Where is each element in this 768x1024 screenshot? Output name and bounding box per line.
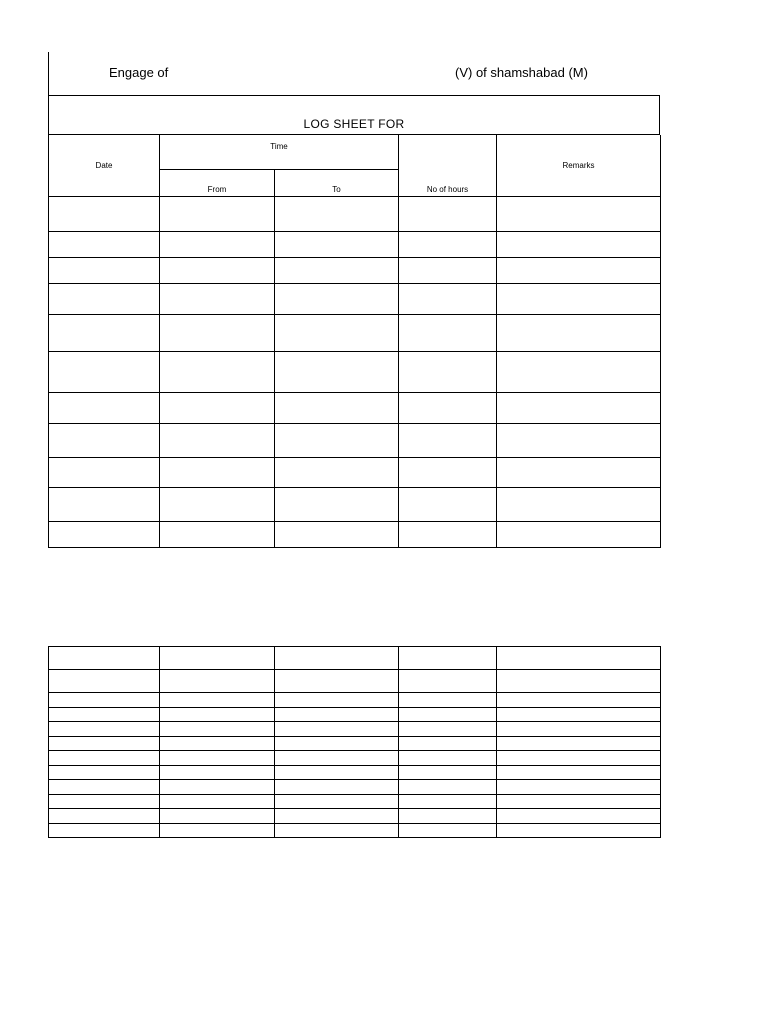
hours-cell (399, 647, 497, 670)
to-cell (275, 351, 399, 392)
hours-cell (399, 423, 497, 457)
table-row (49, 722, 661, 737)
table-row (49, 708, 661, 722)
remarks-cell (497, 737, 661, 751)
hours-cell (399, 766, 497, 780)
table-row (49, 197, 661, 231)
remarks-cell (497, 392, 661, 423)
from-cell (160, 780, 275, 795)
date-cell (49, 737, 160, 751)
table-row (49, 693, 661, 708)
sheet-header (48, 52, 660, 96)
table-row (49, 257, 661, 283)
table-row (49, 231, 661, 257)
to-cell (275, 423, 399, 457)
to-cell (275, 809, 399, 824)
hours-cell (399, 197, 497, 231)
to-cell (275, 824, 399, 838)
from-cell (160, 795, 275, 809)
date-cell (49, 693, 160, 708)
to-cell (275, 283, 399, 314)
to-cell (275, 521, 399, 547)
date-cell (49, 809, 160, 824)
from-cell (160, 314, 275, 351)
date-cell (49, 708, 160, 722)
date-cell (49, 766, 160, 780)
remarks-cell (497, 521, 661, 547)
second-log-table (48, 646, 661, 838)
hours-cell (399, 392, 497, 423)
hours-cell (399, 283, 497, 314)
hours-cell (399, 351, 497, 392)
remarks-cell (497, 809, 661, 824)
to-cell (275, 722, 399, 737)
remarks-cell (497, 231, 661, 257)
date-cell (49, 351, 160, 392)
col-header-date: Date (49, 135, 160, 197)
date-cell (49, 314, 160, 351)
date-cell (49, 521, 160, 547)
date-cell (49, 457, 160, 487)
main-log-table (48, 197, 661, 548)
to-cell (275, 670, 399, 693)
table-row (49, 351, 661, 392)
from-cell (160, 751, 275, 766)
hours-cell (399, 824, 497, 838)
remarks-cell (497, 314, 661, 351)
date-cell (49, 197, 160, 231)
from-cell (160, 693, 275, 708)
from-cell (160, 766, 275, 780)
to-cell (275, 780, 399, 795)
log-sheet-title: LOG SHEET FOR (303, 117, 405, 131)
date-cell (49, 283, 160, 314)
date-cell (49, 751, 160, 766)
from-cell (160, 722, 275, 737)
title-band (48, 96, 660, 135)
from-cell (160, 708, 275, 722)
date-cell (49, 231, 160, 257)
date-cell (49, 722, 160, 737)
hours-cell (399, 670, 497, 693)
to-cell (275, 751, 399, 766)
to-cell (275, 647, 399, 670)
to-cell (275, 708, 399, 722)
remarks-cell (497, 423, 661, 457)
table-row (49, 809, 661, 824)
to-cell (275, 457, 399, 487)
to-cell (275, 795, 399, 809)
col-header-remarks: Remarks (497, 135, 661, 197)
village-label: (V) of shamshabad (M) (455, 65, 588, 80)
table-row (49, 314, 661, 351)
table-row (49, 647, 661, 670)
col-header-from: From (160, 170, 275, 197)
from-cell (160, 647, 275, 670)
from-cell (160, 257, 275, 283)
date-cell (49, 795, 160, 809)
table-row (49, 392, 661, 423)
remarks-cell (497, 670, 661, 693)
hours-cell (399, 231, 497, 257)
from-cell (160, 457, 275, 487)
hours-cell (399, 795, 497, 809)
hours-cell (399, 487, 497, 521)
date-cell (49, 487, 160, 521)
hours-cell (399, 457, 497, 487)
col-header-hours: No of hours (399, 135, 497, 197)
remarks-cell (497, 751, 661, 766)
to-cell (275, 693, 399, 708)
from-cell (160, 197, 275, 231)
hours-cell (399, 722, 497, 737)
remarks-cell (497, 766, 661, 780)
from-cell (160, 809, 275, 824)
from-cell (160, 670, 275, 693)
date-cell (49, 824, 160, 838)
log-sheet (48, 52, 660, 548)
hours-cell (399, 751, 497, 766)
remarks-cell (497, 647, 661, 670)
from-cell (160, 423, 275, 457)
table-row (49, 423, 661, 457)
to-cell (275, 737, 399, 751)
date-cell (49, 647, 160, 670)
col-header-to: To (275, 170, 399, 197)
to-cell (275, 257, 399, 283)
from-cell (160, 351, 275, 392)
table-row (49, 670, 661, 693)
from-cell (160, 231, 275, 257)
to-cell (275, 392, 399, 423)
date-cell (49, 780, 160, 795)
date-cell (49, 392, 160, 423)
from-cell (160, 392, 275, 423)
table-row (49, 737, 661, 751)
remarks-cell (497, 487, 661, 521)
from-cell (160, 737, 275, 751)
table-row (49, 766, 661, 780)
remarks-cell (497, 257, 661, 283)
to-cell (275, 197, 399, 231)
col-header-time: Time (160, 135, 399, 170)
date-cell (49, 670, 160, 693)
hours-cell (399, 314, 497, 351)
date-cell (49, 423, 160, 457)
remarks-cell (497, 351, 661, 392)
remarks-cell (497, 197, 661, 231)
hours-cell (399, 708, 497, 722)
table-row (49, 487, 661, 521)
from-cell (160, 487, 275, 521)
to-cell (275, 487, 399, 521)
remarks-cell (497, 780, 661, 795)
from-cell (160, 283, 275, 314)
to-cell (275, 231, 399, 257)
table-row (49, 457, 661, 487)
table-row (49, 521, 661, 547)
to-cell (275, 314, 399, 351)
remarks-cell (497, 722, 661, 737)
engage-label: Engage of (109, 65, 169, 80)
hours-cell (399, 521, 497, 547)
hours-cell (399, 809, 497, 824)
remarks-cell (497, 824, 661, 838)
remarks-cell (497, 795, 661, 809)
remarks-cell (497, 708, 661, 722)
remarks-cell (497, 693, 661, 708)
hours-cell (399, 780, 497, 795)
table-row (49, 283, 661, 314)
from-cell (160, 824, 275, 838)
table-row (49, 824, 661, 838)
from-cell (160, 521, 275, 547)
table-row (49, 780, 661, 795)
date-cell (49, 257, 160, 283)
remarks-cell (497, 283, 661, 314)
hours-cell (399, 693, 497, 708)
hours-cell (399, 737, 497, 751)
to-cell (275, 766, 399, 780)
column-header-table (48, 135, 661, 197)
table-row (49, 751, 661, 766)
table-row (49, 795, 661, 809)
hours-cell (399, 257, 497, 283)
remarks-cell (497, 457, 661, 487)
